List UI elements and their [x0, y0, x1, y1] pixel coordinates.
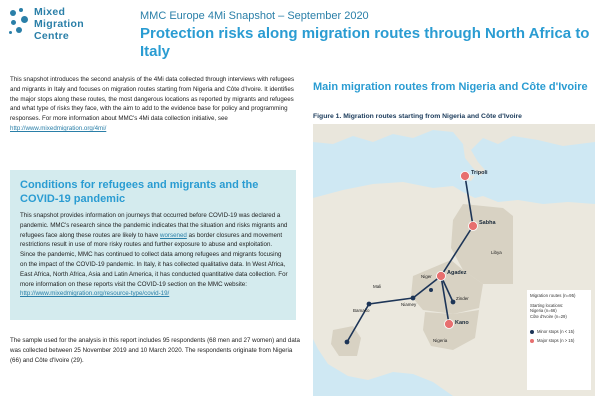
stop-zinder [451, 300, 456, 305]
legend-cote: Côte d'Ivoire (n=29) [530, 313, 567, 319]
label-sabha: Sabha [479, 220, 496, 226]
map-section-title: Main migration routes from Nigeria and Côte d'Ivoire [313, 81, 588, 93]
label-tripoli: Tripoli [471, 170, 488, 176]
worsened-link[interactable]: worsened [160, 231, 187, 239]
page-title: Protection risks along migration routes through North Africa to Italy [140, 25, 590, 60]
intro-4mi-link[interactable]: http://www.mixedmigration.org/4mi/ [10, 124, 107, 132]
logo-line-2: Migration [34, 18, 84, 30]
logo-line-3: Centre [34, 30, 70, 42]
covid-text-after: as border closures and movement restrictions result in use of more risky routes and further exposure to abuse and exploitation. Since the pandemic, MMC has continued to collect data among refugees and migrants focusing on the impact of the COVID-19 pandemic. In Italy, it has collected qualitative data. In West Africa, East Africa, North Africa, Asia and Latin America, it has conducted quantitative data collection. For more information on these reports visit the COVID-19 section on the MMC website: [20, 231, 288, 288]
europe-land [313, 124, 595, 150]
logo-line-1: Mixed [34, 6, 66, 18]
covid-resource-link[interactable]: http://www.mixedmigration.org/resource-type/covid-19/ [20, 290, 170, 298]
stop-minor-1 [429, 288, 433, 292]
header-subtitle: MMC Europe 4Mi Snapshot – September 2020 [140, 10, 369, 22]
label-agadez: Agadez [447, 270, 467, 276]
stop-bamako [367, 302, 372, 307]
covid-info-box [10, 170, 296, 320]
stop-niamey [411, 296, 416, 301]
label-nigeria: Nigeria [433, 338, 448, 343]
covid-box-title: Conditions for refugees and migrants and the COVID-19 pandemic [20, 179, 259, 205]
covid-text-before: This snapshot provides information on journeys that occurred before COVID-19 was declared a pandemic. MMC's research since the pandemic indicates that the situation and risks migrants and refugees face along these routes are likely to have [20, 212, 288, 239]
label-niger: Niger [421, 274, 432, 279]
stop-agadez [437, 272, 446, 281]
intro-text: This snapshot introduces the second analysis of the 4Mi data collected through interviews with refugees and migrants in Italy and focuses on migration routes starting from Nigeria and Côte d'Ivoire. It identifies the major stops along these routes, the most dangerous locations as reported by migrants and refugees and what type of risks they face, with the aim to add to the evidence base for policy and programming responses. For more information about MMC's 4Mi data collection initiative, see [10, 76, 295, 123]
stop-kano [445, 320, 454, 329]
legend-minor: Minor stops (n < 15) [537, 329, 575, 335]
label-zinder: Zinder [456, 296, 469, 301]
mmc-logo [8, 6, 118, 58]
logo-dots-icon [8, 8, 30, 42]
legend-title: Migration routes (n=95) [530, 293, 576, 298]
legend-starting: Starting locations: [530, 302, 564, 308]
intro-paragraph [10, 75, 300, 134]
legend-major: Major stops (n > 15) [537, 337, 575, 343]
migration-routes-map [313, 124, 595, 396]
stop-ivory [345, 340, 350, 345]
covid-box-body [20, 211, 288, 299]
major-stop-icon [530, 339, 534, 343]
figure-caption: Figure 1. Migration routes starting from Nigeria and Côte d'Ivoire [313, 113, 522, 120]
legend-nigeria: Nigeria (n=66) [530, 308, 557, 314]
label-niamey: Niamey [401, 302, 417, 307]
map-legend [527, 290, 591, 390]
minor-stop-icon [530, 330, 534, 334]
stop-tripoli [461, 172, 470, 181]
label-bamako: Bamako [353, 308, 370, 313]
label-mali: Mali [373, 284, 382, 289]
sample-paragraph: The sample used for the analysis in this report includes 95 respondents (68 men and 27 women) and data was collected between 25 November 2019 and 10 March 2020. The respondents originate from Nigeria (66) and Côte d'Ivoire (29). [10, 337, 300, 364]
stop-sabha [469, 222, 478, 231]
label-libya: Libya [491, 250, 502, 255]
label-kano: Kano [455, 320, 469, 326]
